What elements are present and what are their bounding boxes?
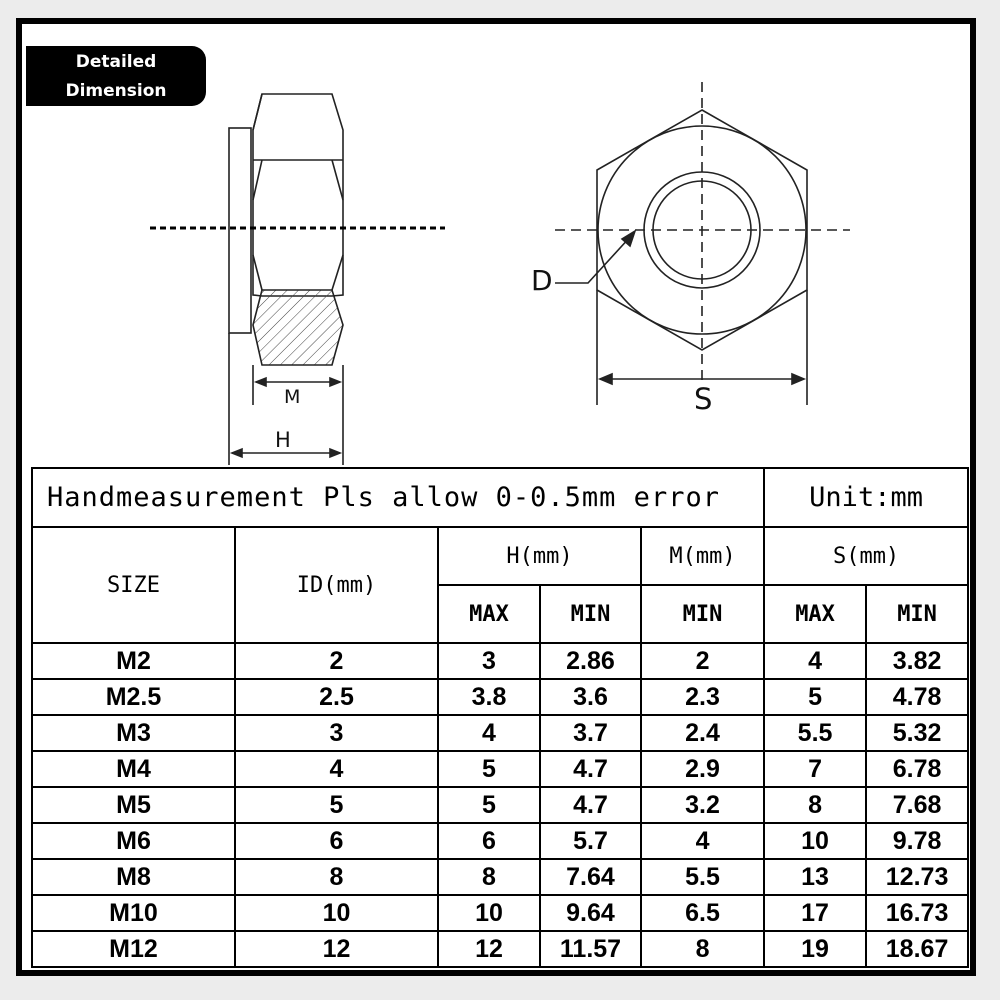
cell-size: M5	[32, 787, 235, 823]
cell-h-min: 3.7	[540, 715, 641, 751]
label-h: H	[275, 428, 291, 452]
nut-hatched-section	[253, 290, 343, 365]
table-row	[32, 823, 968, 859]
table-row	[32, 895, 968, 931]
cell-h-min: 4.7	[540, 787, 641, 823]
cell-size: M4	[32, 751, 235, 787]
header-m-min: MIN	[641, 585, 764, 643]
header-s-min: MIN	[866, 585, 968, 643]
cell-h-min: 11.57	[540, 931, 641, 967]
cell-size: M8	[32, 859, 235, 895]
header-size: SIZE	[32, 527, 235, 643]
cell-m-min: 5.5	[641, 859, 764, 895]
cell-h-max: 3	[438, 643, 540, 679]
cell-h-max: 3.8	[438, 679, 540, 715]
cell-id: 3	[235, 715, 438, 751]
cell-size: M3	[32, 715, 235, 751]
cell-id: 6	[235, 823, 438, 859]
cell-id: 12	[235, 931, 438, 967]
header-s: S(mm)	[764, 527, 968, 585]
nut-flange	[229, 128, 251, 333]
cell-m-min: 8	[641, 931, 764, 967]
table-row	[32, 643, 968, 679]
cell-h-max: 10	[438, 895, 540, 931]
cell-m-min: 3.2	[641, 787, 764, 823]
table-row	[32, 751, 968, 787]
cell-s-max: 5	[764, 679, 866, 715]
nut-upper-body	[253, 94, 343, 296]
cell-s-max: 8	[764, 787, 866, 823]
side-view-drawing	[150, 94, 445, 465]
table-row	[32, 679, 968, 715]
cell-id: 8	[235, 859, 438, 895]
cell-size: M2	[32, 643, 235, 679]
cell-h-max: 6	[438, 823, 540, 859]
cell-h-min: 2.86	[540, 643, 641, 679]
cell-h-min: 5.7	[540, 823, 641, 859]
table-row	[32, 931, 968, 967]
cell-s-max: 13	[764, 859, 866, 895]
cell-h-max: 5	[438, 787, 540, 823]
cell-s-min: 16.73	[866, 895, 968, 931]
table-body	[32, 643, 968, 967]
tolerance-note: Handmeasurement Pls allow 0-0.5mm error	[32, 468, 764, 527]
label-m: M	[284, 386, 301, 408]
cell-s-min: 6.78	[866, 751, 968, 787]
cell-s-max: 17	[764, 895, 866, 931]
table-row	[32, 859, 968, 895]
cell-s-max: 19	[764, 931, 866, 967]
cell-s-min: 12.73	[866, 859, 968, 895]
cell-h-max: 4	[438, 715, 540, 751]
cell-m-min: 6.5	[641, 895, 764, 931]
cell-s-min: 4.78	[866, 679, 968, 715]
cell-s-min: 18.67	[866, 931, 968, 967]
cell-s-min: 9.78	[866, 823, 968, 859]
cell-size: M10	[32, 895, 235, 931]
header-h-min: MIN	[540, 585, 641, 643]
cell-size: M6	[32, 823, 235, 859]
cell-s-max: 5.5	[764, 715, 866, 751]
badge-line-1: Detailed Dimension	[65, 52, 167, 101]
cell-h-min: 4.7	[540, 751, 641, 787]
cell-h-min: 9.64	[540, 895, 641, 931]
cell-s-max: 10	[764, 823, 866, 859]
table-row	[32, 787, 968, 823]
top-view-drawing	[555, 82, 850, 405]
cell-s-min: 5.32	[866, 715, 968, 751]
header-m: M(mm)	[641, 527, 764, 585]
table-row	[32, 715, 968, 751]
header-h-max: MAX	[438, 585, 540, 643]
cell-s-max: 7	[764, 751, 866, 787]
cell-size: M12	[32, 931, 235, 967]
header-s-max: MAX	[764, 585, 866, 643]
cell-id: 5	[235, 787, 438, 823]
cell-s-max: 4	[764, 643, 866, 679]
label-d: D	[531, 264, 553, 297]
cell-size: M2.5	[32, 679, 235, 715]
label-s: S	[694, 382, 713, 416]
cell-h-max: 12	[438, 931, 540, 967]
badge-line-2: Table	[90, 110, 142, 130]
cell-h-max: 5	[438, 751, 540, 787]
cell-m-min: 2.3	[641, 679, 764, 715]
d-leader-line	[555, 236, 631, 283]
cell-h-min: 3.6	[540, 679, 641, 715]
cell-h-min: 7.64	[540, 859, 641, 895]
cell-s-min: 7.68	[866, 787, 968, 823]
cell-m-min: 2	[641, 643, 764, 679]
cell-m-min: 4	[641, 823, 764, 859]
header-h: H(mm)	[438, 527, 641, 585]
cell-id: 10	[235, 895, 438, 931]
cell-h-max: 8	[438, 859, 540, 895]
cell-m-min: 2.9	[641, 751, 764, 787]
cell-m-min: 2.4	[641, 715, 764, 751]
header-id: ID(mm)	[235, 527, 438, 643]
cell-s-min: 3.82	[866, 643, 968, 679]
cell-id: 2.5	[235, 679, 438, 715]
dimension-table	[31, 467, 969, 968]
cell-id: 2	[235, 643, 438, 679]
unit-label: Unit:mm	[764, 468, 968, 527]
cell-id: 4	[235, 751, 438, 787]
